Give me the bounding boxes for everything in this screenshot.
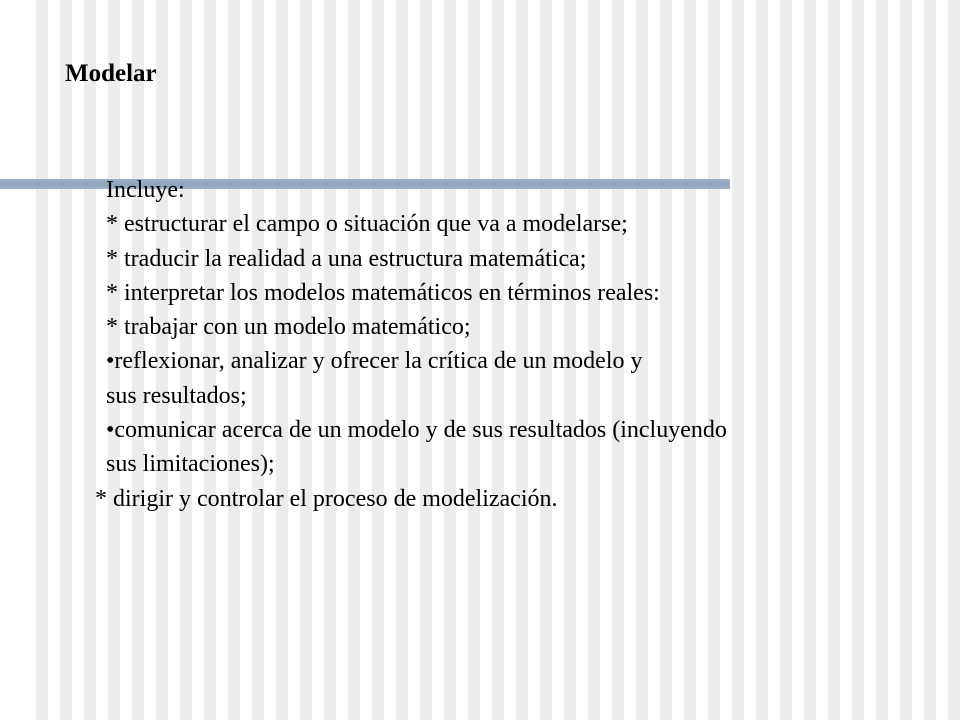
list-item-trabajar: * trabajar con un modelo matemático; <box>106 314 471 341</box>
list-item-traducir: * traducir la realidad a una estructura matemática; <box>106 245 587 272</box>
list-item-comunicar: •comunicar acerca de un modelo y de sus resultados (incluyendo <box>106 417 727 444</box>
list-item-reflexionar: •reflexionar, analizar y ofrecer la crítica de un modelo y <box>106 348 643 375</box>
list-item-dirigir: * dirigir y controlar el proceso de modelización. <box>95 485 558 512</box>
list-item-estructurar: * estructurar el campo o situación que va a modelarse; <box>106 211 628 238</box>
slide-body <box>95 173 946 516</box>
list-item-comunicar-cont: sus limitaciones); <box>106 451 275 478</box>
slide-left-band <box>0 0 28 720</box>
list-item-interpretar: * interpretar los modelos matemáticos en términos reales: <box>106 279 660 306</box>
slide-title: Modelar <box>65 60 157 87</box>
body-intro: Incluye: <box>106 177 185 203</box>
list-item-reflexionar-cont: sus resultados; <box>106 382 247 409</box>
